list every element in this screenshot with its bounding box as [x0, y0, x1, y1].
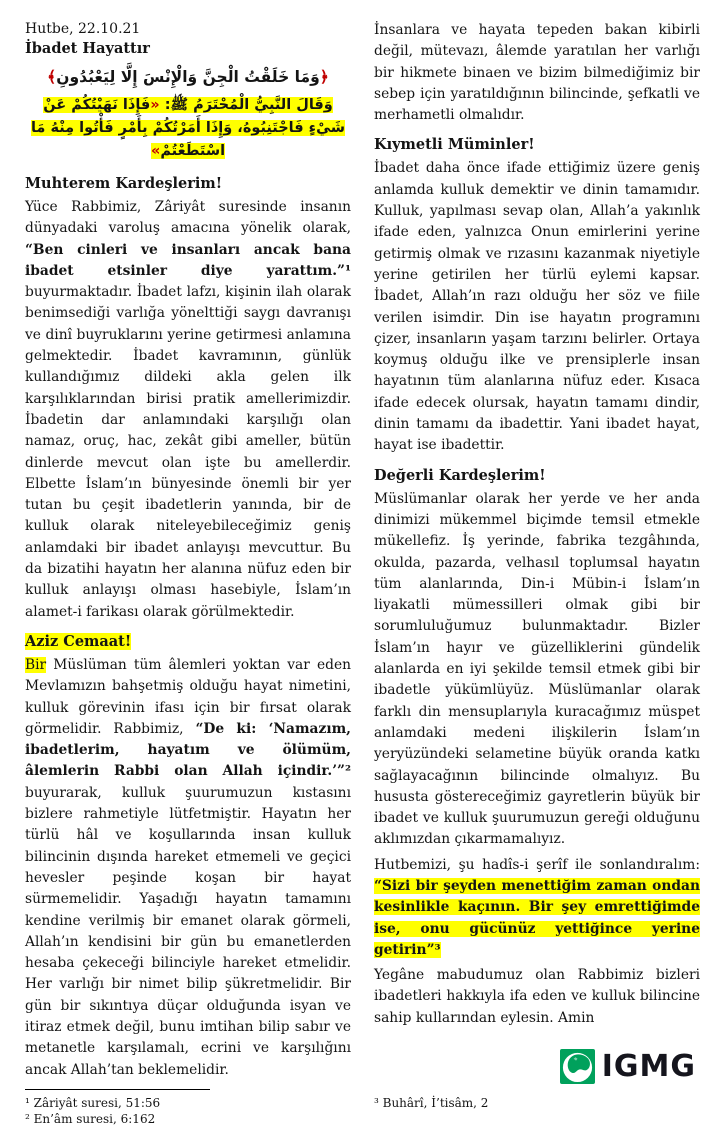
- paragraph-3: İnsanlara ve hayata tepeden bakan kibirli değil, mütevazı, âlemde yaratılan her varlığı bir hikmete binaen ve bizim bilmediğimiz bir sebep için yaratıldığının bilincinde, şefkatli ve merhametli olmalıdır.: [374, 22, 700, 124]
- arabic-quran-verse: [25, 64, 351, 90]
- footnote-3: ³ Buhârî, İ’tisâm, 2: [374, 1096, 489, 1111]
- footnote-spacer: [374, 1088, 700, 1095]
- paragraph-6: [374, 855, 700, 961]
- hadith-quote-highlight: “Sizi bir şeyden menettiğim zaman ondan kesinlikle kaçının. Bir şey emrettiğimde ise, onu gücünüz yettiğince yerine getirin”³: [374, 877, 700, 958]
- ornate-paren-open: ﴿: [319, 68, 329, 86]
- paragraph-2-text: Müslüman tüm âlemleri yoktan var eden Mevlamızın bahşetmiş olduğu hayat nimetini, kulluk görevinin ifası için bir fırsat olarak görmelidir. Rabbimiz,: [25, 656, 351, 737]
- footnote-separator-rule: [25, 1089, 210, 1090]
- paragraph-1-text-cont: buyurmaktadır. İbadet lafzı, kişinin ilah olarak benimsediği varlığa yönelttiği saygı davranışı ve dinî buyruklarını yerine getirmesi anlamına gelmektedir. İbadet kavramının, günlük kullandığımız dildeki akla gelen ilk karşılıklarından birisi pratik amellerimizdir. İbadetin dar anlamındaki karşılığı olan namaz, oruç, hac, zekât gibi ameller, bütün dinlerde mevcut olan işte bu amellerdir. Elbette İslam’ın bünyesinde önemli bir yer tutan bu çeşit ibadetlerin yanında, bir de kulluk olarak niteleyebileceğimiz geniş anlamdaki bir ibadet anlayışı mevcuttur. Bu da bizatihi hayatın her alanına nüfuz eden bir kulluk anlayışı olması hasebiyle, İslam’ın alamet-i farikası olarak görülmektedir.: [25, 284, 351, 620]
- paragraph-4: İbadet daha önce ifade ettiğimiz üzere geniş anlamda kulluk demektir ve dinin tamamıdır. Kulluk, yapılması sevap olan, Allah’a yakınlık ifade eden, yalnızca Onun emirlerini yerine getirmiş olmak ve rızasını kazanmak niyetiyle yerine getirilen her türlü eylemi kapsar. İbadet, Allah’ın razı olduğu her söz ve fiile verilen isimdir. Din ise hayatın programını çizer, insanların yaşam tarzını belirler. Ortaya koymuş olduğu ilke ve prensiplerle insan hayatının tüm alanlarına nüfuz eder. Kısaca ifade edecek olursak, hayatın tamamı dindir, dinin tamamı da ibadettir. Yani ibadet hayat, hayat ise ibadettir.: [374, 160, 700, 454]
- paragraph-2-text-cont: buyurarak, kulluk şuurumuzun kıstasını bizlere rahmetiyle lütfetmiştir. Hayatın her türlü hâl ve koşullarında insan kulluk bilincinin dışında hareket etmemeli ve geçici hevesler peşinde koşan bir hayat sürmemelidir. Yaşadığı hayatın tamamını kendine verilmiş bir emanet olarak görmeli, Allah’ın kendisini bir gün bu emanetlerden hesaba çekeceği bilinciyle hareket etmelidir. Her varlığı bir nimet bilip şükretmelidir. Bir gün bir sıkıntıya düçar olduğunda isyan ve itiraz etmek değil, bunu imtihan bilip sabır ve metanetle karşılamalı, ecrini ve karşılığını ancak Allah’tan beklemelidir.: [25, 784, 351, 1078]
- quran-quote-2-bold: “De ki: ‘Namazım, ibadetlerim, hayatım ve ölümüm, âlemlerin Rabbi olan Allah içindir.’”²: [25, 720, 351, 780]
- guillemet-close: »: [150, 143, 161, 159]
- arabic-hadith-highlight: [31, 97, 345, 159]
- left-column: [25, 20, 351, 1126]
- paragraph-2: [25, 655, 351, 1081]
- arabic-hadith-intro: وَقَالَ النَّبِيُّ الْمُحْتَرَمُ: [188, 97, 333, 113]
- page-title: İbadet Hayattır: [25, 40, 150, 57]
- document-header: [25, 20, 351, 61]
- right-footnotes: [374, 1084, 700, 1131]
- ornate-paren-close: ﴾: [47, 68, 57, 86]
- hadith-lead-text: Hutbemizi, şu hadîs-i şerîf ile sonlandıralım:: [374, 856, 700, 873]
- paragraph-1: [25, 197, 351, 623]
- igmg-logo: [374, 1049, 696, 1084]
- quran-quote-bold: “Ben cinleri ve insanları ancak bana ibadet etsinler diye yarattım.”¹: [25, 241, 351, 279]
- aziz-cemaat-highlight: Aziz Cemaat!: [25, 632, 132, 650]
- right-column: [374, 20, 700, 1111]
- section-heading-kiymetli: Kıymetli Müminler!: [374, 136, 535, 154]
- arabic-hadith-colon: :: [159, 97, 171, 113]
- arabic-hadith: [27, 94, 349, 163]
- arabic-verse-text: وَمَا خَلَقْتُ الْجِنَّ وَالْإِنْسَ إِلَّا لِيَعْبُدُونِ: [56, 68, 320, 86]
- footnote-1: ¹ Zâriyât suresi, 51:56: [25, 1095, 161, 1110]
- arabic-hadith-text: فَإِذَا نَهَيْتُكُمْ عَنْ شَيْءٍ فَاجْتَنِبُوهُ، وَإِذَا أَمَرْتُكُمْ بِأَمْرٍ فَأْتُوا مِنْهُ مَا اسْتَطَعْتُمْ: [30, 97, 346, 159]
- footnote-2: ² En’âm suresi, 6:162: [25, 1111, 156, 1126]
- igmg-crescent-europe-icon: [560, 1049, 595, 1084]
- paragraph-1-text: Yüce Rabbimiz, Zâriyât suresinde insanın dünyadaki varoluş amacına yönelik olarak,: [25, 199, 351, 237]
- paragraph-5: Müslümanlar olarak her yerde ve her anda dinimizi mükemmel biçimde temsil etmekle mükellefiz. İş yerinde, fabrika tezgâhında, okulda, pazarda, velhasıl toplumsal hayatın tüm alanlarında, Din-i Mübin-i İslam’ın liyakatli mümessilleri olmak gibi bir sorumluluğumuz bulunmaktadır. Bizler İslam’ın hayır ve güzelliklerini gündelik alanlarda en iyi şekilde temsil etmek gibi bir ibadetle yükümlüyüz. Müslümanlar olarak farklı din mensuplarıyla kuracağımız müspet anlamdaki medeni ilişkilerin İslam’ın yeryüzündeki selametine büyük oranda katkı sağlayacağının bilincinde olmalıyız. Bu hususta göstereceğimiz gayretlerin büyük bir ibadet ve kulluk şuurumuzun gereği olduğunu aklımızdan çıkarmamalıyız.: [374, 490, 700, 848]
- hutbe-date: Hutbe, 22.10.21: [25, 21, 141, 37]
- sallallahu-alayhi-wasallam-glyph: ﷺ: [170, 97, 189, 113]
- paragraph-7: Yegâne mabudumuz olan Rabbimiz bizleri ibadetleri hakkıyla ifa eden ve kulluk bilincine sahip kullarından eylesin. Amin: [374, 967, 700, 1026]
- igmg-logo-text: IGMG: [601, 1048, 696, 1084]
- section-heading-aziz-cemaat: [25, 632, 351, 652]
- section-heading-degerli: Değerli Kardeşlerim!: [374, 466, 546, 484]
- left-footnotes: [25, 1085, 351, 1127]
- guillemet-open: «: [150, 97, 160, 113]
- section-heading-muhterem: Muhterem Kardeşlerim!: [25, 175, 223, 192]
- bir-word-highlight: Bir: [25, 656, 47, 673]
